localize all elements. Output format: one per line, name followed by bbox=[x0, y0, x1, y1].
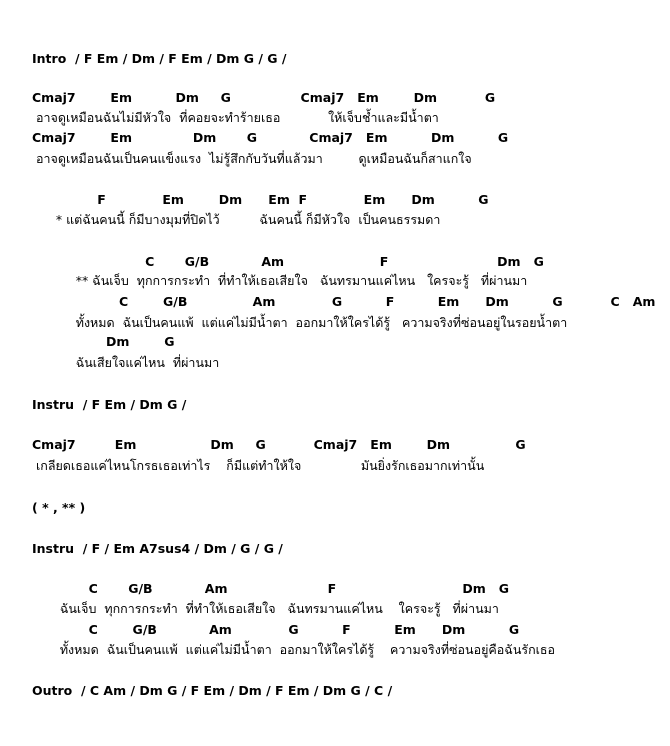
prechorus-lyrics: * แต่ฉันคนนี้ ก็มีบางมุมที่ปิดไว้ ฉันคนนี้ ก็มีหัวใจ เป็นคนธรรมดา bbox=[32, 212, 441, 227]
outro-line: Outro / C Am / Dm G / F Em / Dm / F Em / Dm G / C / bbox=[32, 683, 393, 698]
verse2-lyrics: เกลียดเธอแค่ไหนโกรธเธอเท่าไร ก็มีแต่ทำให้ใจ มันยิ่งรักเธอมากเท่านั้น bbox=[32, 458, 485, 473]
verse1-lyrics-1: อาจดูเหมือนฉันไม่มีหัวใจ ที่คอยจะทำร้ายเธอ ให้เจ็บช้ำและมีน้ำตา bbox=[32, 110, 439, 125]
instru-line-1: Instru / F Em / Dm G / bbox=[32, 397, 187, 412]
verse1-chords-2: Cmaj7 Em Dm G Cmaj7 Em Dm G bbox=[32, 130, 509, 145]
final-chorus-chords-1: C G/B Am F Dm G bbox=[32, 581, 510, 596]
verse1-lyrics-2: อาจดูเหมือนฉันเป็นคนแข็งแรง ไม่รู้สึกกับวันที่แล้วมา ดูเหมือนฉันก็สาแกใจ bbox=[32, 151, 472, 166]
chorus-chords-2: C G/B Am G F Em Dm G C Am bbox=[32, 294, 656, 309]
final-chorus-lyrics-2: ทั้งหมด ฉันเป็นคนแพ้ แต่แค่ไม่มีน้ำตา ออกมาให้ใครได้รู้ ความจริงที่ซ่อนอยู่คือฉันรักเธอ bbox=[32, 642, 556, 657]
chorus-lyrics-1: ** ฉันเจ็บ ทุกการกระทำ ที่ทำให้เธอเสียใจ ฉันทรมานแค่ไหน ใครจะรู้ ที่ผ่านมา bbox=[32, 273, 528, 288]
verse1-chords-1: Cmaj7 Em Dm G Cmaj7 Em Dm G bbox=[32, 90, 496, 105]
repeat-marker: ( * , ** ) bbox=[32, 500, 86, 515]
final-chorus-chords-2: C G/B Am G F Em Dm G bbox=[32, 622, 520, 637]
verse2-chords: Cmaj7 Em Dm G Cmaj7 Em Dm G bbox=[32, 437, 526, 452]
chorus-lyrics-2: ทั้งหมด ฉันเป็นคนแพ้ แต่แค่ไม่มีน้ำตา ออกมาให้ใครได้รู้ ความจริงที่ซ่อนอยู่ในรอยน้ำตา bbox=[32, 315, 568, 330]
prechorus-chords: F Em Dm Em F Em Dm G bbox=[32, 192, 489, 207]
intro-line: Intro / F Em / Dm / F Em / Dm G / G / bbox=[32, 51, 287, 66]
chorus-lyrics-3: ฉันเสียใจแค่ไหน ที่ผ่านมา bbox=[32, 355, 220, 370]
final-chorus-lyrics-1: ฉันเจ็บ ทุกการกระทำ ที่ทำให้เธอเสียใจ ฉันทรมานแค่ไหน ใครจะรู้ ที่ผ่านมา bbox=[32, 601, 499, 616]
instru-line-2: Instru / F / Em A7sus4 / Dm / G / G / bbox=[32, 541, 283, 556]
chorus-chords-1: C G/B Am F Dm G bbox=[32, 254, 544, 269]
chorus-chords-3: Dm G bbox=[32, 334, 175, 349]
